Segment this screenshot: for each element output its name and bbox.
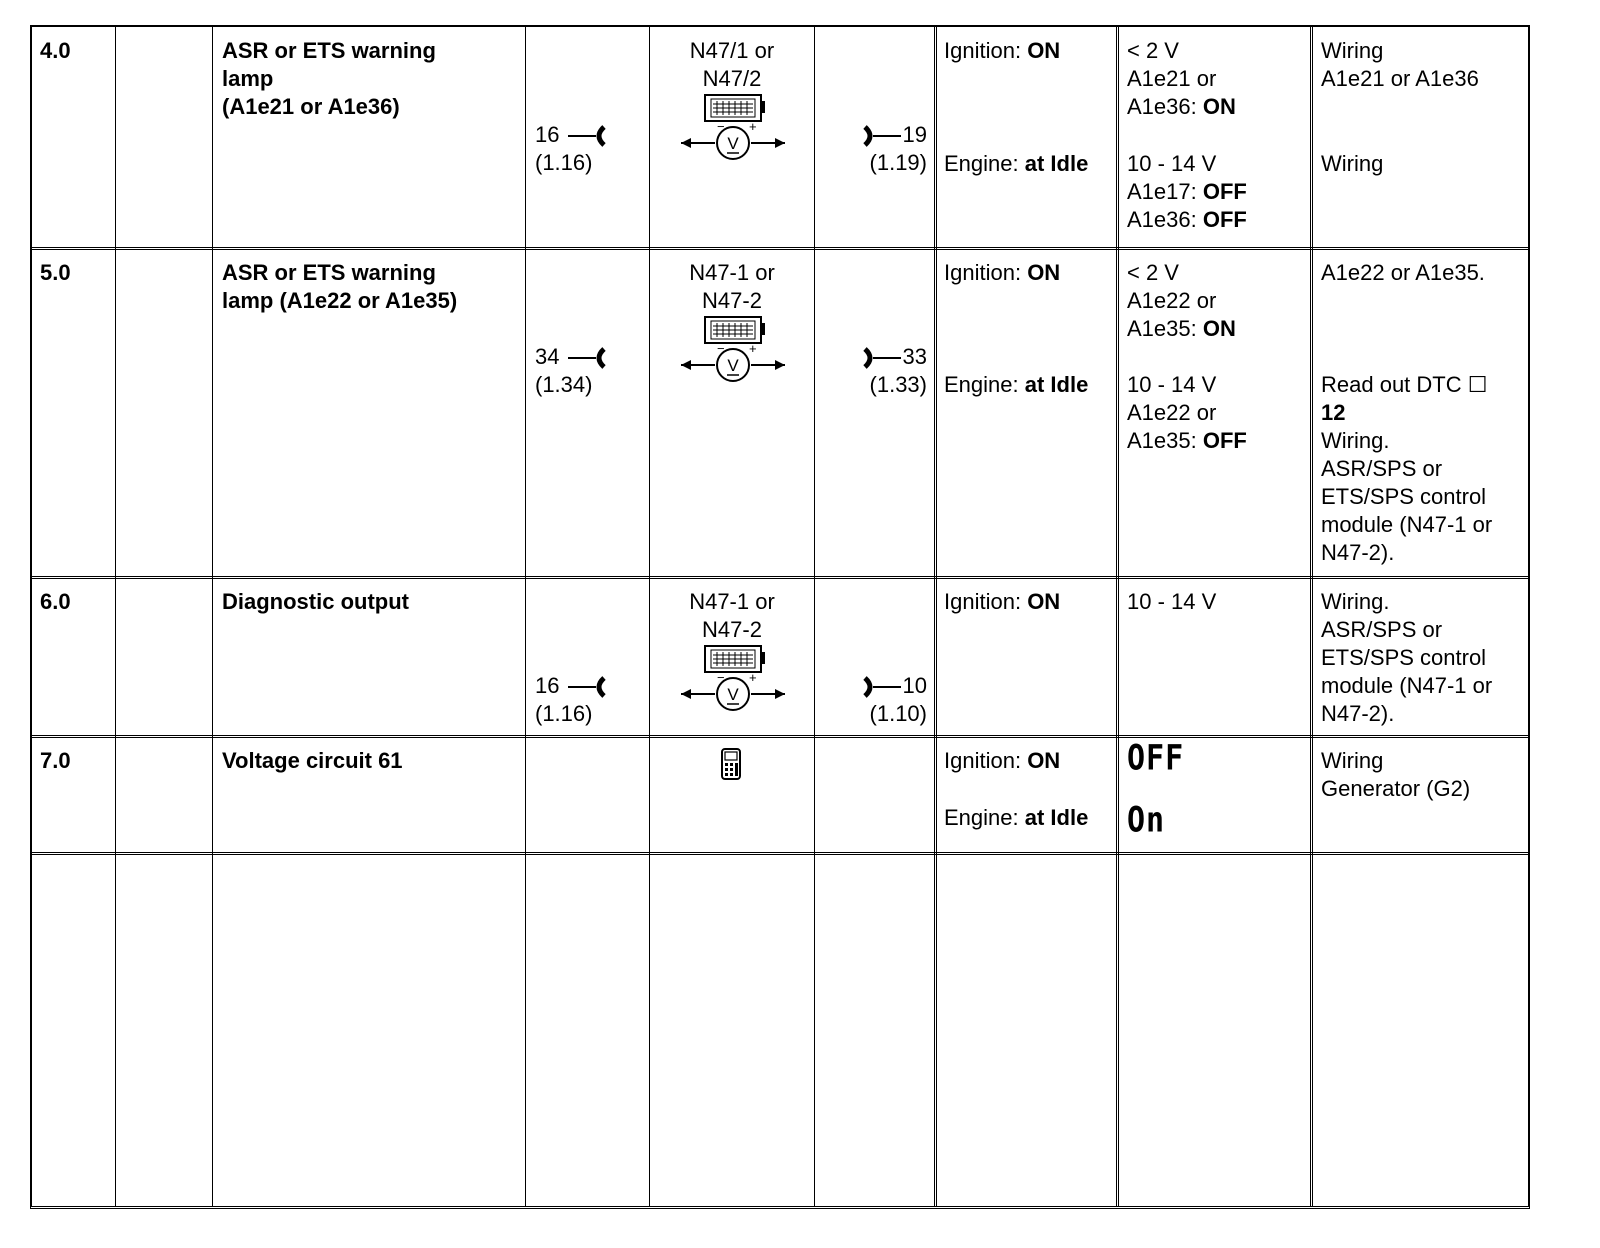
nominal-value: < 2 V A1e22 or A1e35: ON: [1127, 260, 1236, 341]
module-connector: N47-1 or N47-2: [689, 589, 775, 642]
left-pin: 16 (1.16): [535, 672, 606, 728]
svg-text:V: V: [727, 356, 739, 375]
display-readout: On: [1127, 800, 1166, 841]
right-pin: 19 (1.19): [817, 121, 927, 177]
test-description: Voltage circuit 61: [222, 748, 403, 773]
nominal-value: 10 - 14 V A1e22 or A1e35: OFF: [1127, 372, 1247, 453]
voltmeter-icon: [677, 644, 789, 716]
possible-cause: Wiring A1e21 or A1e36: [1321, 38, 1479, 91]
left-pin: 16 (1.16): [535, 121, 606, 177]
svg-text:+: +: [749, 341, 757, 356]
multimeter-icon: [720, 747, 742, 781]
left-pin: 34 (1.34): [535, 343, 606, 399]
plug-pin-icon: [863, 675, 903, 699]
nominal-value: 10 - 14 V: [1127, 589, 1217, 614]
plug-pin-icon: [863, 346, 903, 370]
test-step-id: 5.0: [40, 260, 71, 285]
nominal-value: < 2 V A1e21 or A1e36: ON: [1127, 38, 1236, 119]
condition-ignition: Ignition: ON: [944, 589, 1061, 614]
possible-cause: A1e22 or A1e35.: [1321, 260, 1485, 285]
test-step-id: 7.0: [40, 748, 71, 773]
condition-engine: Engine: at Idle: [944, 372, 1089, 397]
voltmeter-icon: [677, 93, 789, 165]
test-description: Diagnostic output: [222, 589, 409, 614]
socket-plug-icon: [566, 675, 606, 699]
possible-cause: Wiring: [1321, 151, 1384, 176]
svg-text:−: −: [717, 341, 725, 356]
svg-text:−: −: [717, 119, 725, 134]
svg-text:+: +: [749, 119, 757, 134]
svg-text:V: V: [727, 685, 739, 704]
condition-engine: Engine: at Idle: [944, 151, 1089, 176]
test-description: ASR or ETS warning lamp (A1e22 or A1e35): [222, 260, 458, 313]
test-description: ASR or ETS warning lamp (A1e21 or A1e36): [222, 38, 436, 119]
socket-plug-icon: [566, 124, 606, 148]
nominal-value: 10 - 14 V A1e17: OFF A1e36: OFF: [1127, 151, 1247, 232]
condition-engine: Engine: at Idle: [944, 805, 1089, 830]
test-step-id: 6.0: [40, 589, 71, 614]
module-connector: N47/1 or N47/2: [689, 38, 775, 91]
module-connector: N47-1 or N47-2: [689, 260, 775, 313]
checkbox-icon: ☐: [1467, 372, 1488, 397]
right-pin: 10 (1.10): [817, 672, 927, 728]
socket-plug-icon: [566, 346, 606, 370]
display-readout: OFF: [1127, 738, 1185, 779]
svg-text:+: +: [749, 670, 757, 685]
possible-cause: Wiring Generator (G2): [1321, 748, 1471, 801]
diagnostic-table: [30, 25, 1530, 1209]
possible-cause: Read out DTC ☐ 12 Wiring. ASR/SPS or ETS/SPS control module (N47-1 or N47-2).: [1321, 372, 1493, 565]
svg-text:V: V: [727, 134, 739, 153]
test-step-id: 4.0: [40, 38, 71, 63]
right-pin: 33 (1.33): [817, 343, 927, 399]
possible-cause: Wiring. ASR/SPS or ETS/SPS control module (N47-1 or N47-2).: [1321, 589, 1493, 726]
voltmeter-icon: [677, 315, 789, 387]
condition-ignition: Ignition: ON: [944, 38, 1061, 63]
svg-text:−: −: [717, 670, 725, 685]
plug-pin-icon: [863, 124, 903, 148]
condition-ignition: Ignition: ON: [944, 748, 1061, 773]
condition-ignition: Ignition: ON: [944, 260, 1061, 285]
